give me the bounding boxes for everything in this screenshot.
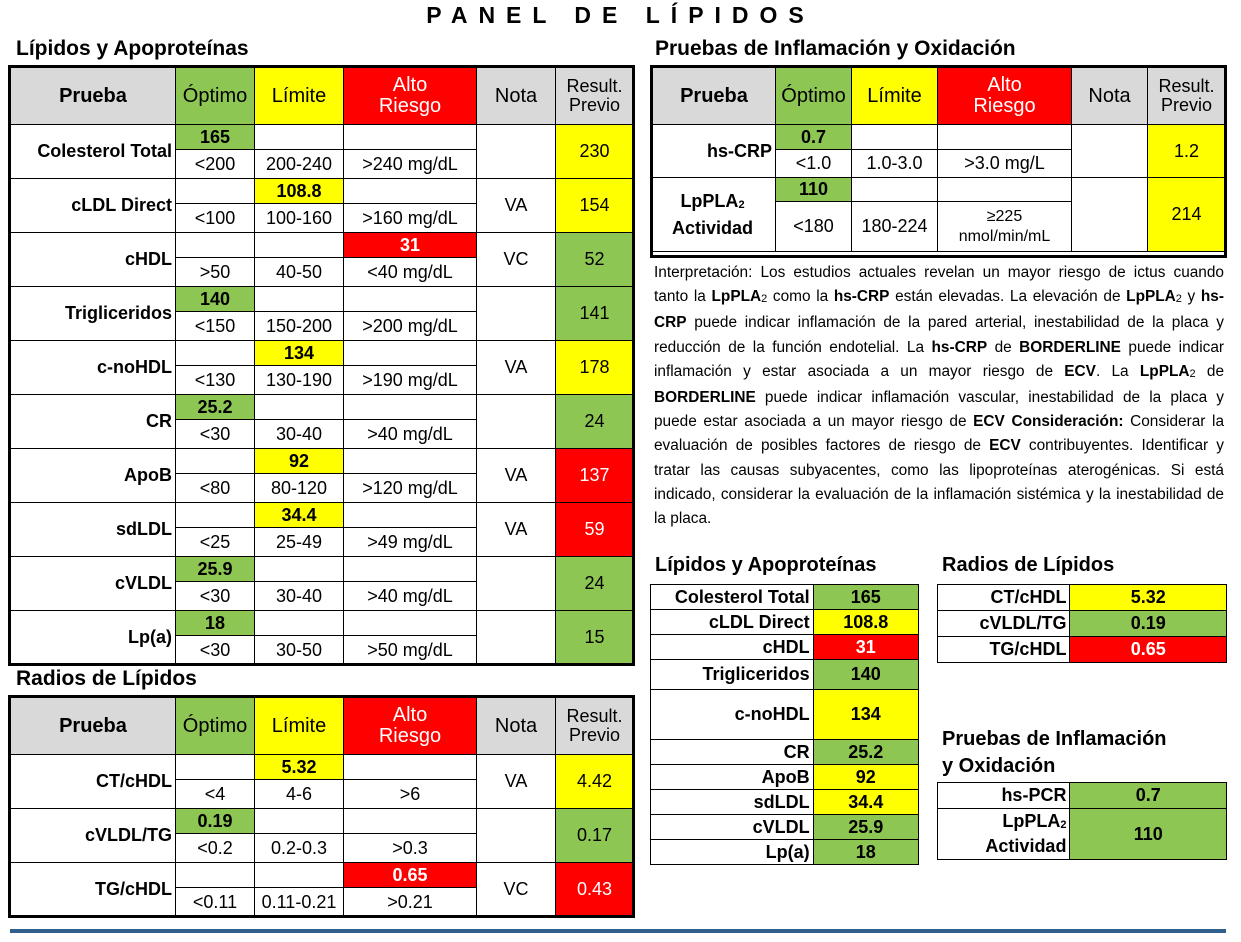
header-high-risk xyxy=(344,698,477,755)
summary-test-name: TG/cHDL xyxy=(938,637,1070,663)
note-cell: VA xyxy=(477,449,556,503)
empty-cell xyxy=(852,125,938,150)
footer-divider xyxy=(10,929,1226,933)
note-cell: VA xyxy=(477,179,556,233)
header-previous xyxy=(556,68,634,125)
previous-result: 0.43 xyxy=(556,863,634,917)
empty-cell xyxy=(255,287,344,312)
header-previous-line1: Result. xyxy=(566,706,623,727)
interp-sub: 2 xyxy=(761,293,768,306)
optimal-range: <30 xyxy=(176,420,255,449)
high-risk-range: >40 mg/dL xyxy=(344,582,477,611)
empty-cell xyxy=(938,125,1072,150)
summary-row xyxy=(651,790,919,815)
note-cell xyxy=(477,611,556,665)
high-risk-range: >190 mg/dL xyxy=(344,366,477,395)
summary-test-name: CR xyxy=(651,740,814,765)
note-cell xyxy=(477,287,556,341)
test-name: ApoB xyxy=(11,449,176,503)
limit-range: 100-160 xyxy=(255,204,344,233)
note-cell xyxy=(477,125,556,179)
test-name: cHDL xyxy=(11,233,176,287)
header-high-risk-line2: Riesgo xyxy=(378,95,442,117)
header-limit: Límite xyxy=(852,68,938,125)
limit-range: 25-49 xyxy=(255,528,344,557)
summary-row xyxy=(938,783,1227,809)
summary-inflammation-title-line2: y Oxidación xyxy=(942,755,1056,777)
high-risk-range: >160 mg/dL xyxy=(344,204,477,233)
test-name: c-noHDL xyxy=(11,341,176,395)
empty-cell xyxy=(176,755,255,780)
interp-ecv: ECV xyxy=(973,413,1005,431)
previous-result: 24 xyxy=(556,395,634,449)
result-value: 0.65 xyxy=(344,863,477,888)
test-name: TG/cHDL xyxy=(11,863,176,917)
empty-cell xyxy=(344,611,477,636)
high-risk-range xyxy=(938,202,1072,252)
high-risk-range: >49 mg/dL xyxy=(344,528,477,557)
previous-result: 59 xyxy=(556,503,634,557)
test-name: sdLDL xyxy=(11,503,176,557)
previous-result: 24 xyxy=(556,557,634,611)
summary-test-name: Colesterol Total xyxy=(651,585,814,610)
previous-result: 214 xyxy=(1148,178,1226,252)
summary-value: 110 xyxy=(1070,809,1227,860)
interp-text: de xyxy=(1206,362,1224,380)
optimal-range: <1.0 xyxy=(776,150,852,178)
table-row xyxy=(11,233,634,258)
limit-range: 0.11-0.21 xyxy=(255,888,344,917)
empty-cell xyxy=(255,125,344,150)
high-risk-range: >0.3 xyxy=(344,834,477,863)
header-limit: Límite xyxy=(255,698,344,755)
optimal-range: <4 xyxy=(176,780,255,809)
interp-consideration: Consideración: xyxy=(1011,413,1124,431)
table-row xyxy=(11,449,634,474)
empty-cell xyxy=(344,449,477,474)
test-name: Trigliceridos xyxy=(11,287,176,341)
interp-ecv: ECV xyxy=(989,437,1021,455)
optimal-range: >50 xyxy=(176,258,255,287)
summary-test-name xyxy=(938,809,1070,860)
lipids-section-title: Lípidos y Apoproteínas xyxy=(16,37,249,60)
note-cell: VA xyxy=(477,503,556,557)
optimal-range: <0.11 xyxy=(176,888,255,917)
note-cell xyxy=(477,809,556,863)
note-cell xyxy=(477,395,556,449)
result-value: 140 xyxy=(176,287,255,312)
summary-test-name: cLDL Direct xyxy=(651,610,814,635)
table-row xyxy=(11,287,634,312)
header-high-risk-line2: Riesgo xyxy=(973,95,1036,117)
header-high-risk xyxy=(938,68,1072,125)
interp-text: puede indicar inflamación y estar asociada a un mayor riesgo de xyxy=(654,338,1224,380)
summary-row xyxy=(651,690,919,740)
header-note: Nota xyxy=(477,698,556,755)
limit-range: 150-200 xyxy=(255,312,344,341)
summary-test-name: c-noHDL xyxy=(651,690,814,740)
interp-text: están elevadas. La elevación de xyxy=(895,288,1121,306)
test-name: CT/cHDL xyxy=(11,755,176,809)
interp-ecv: ECV xyxy=(1064,362,1096,380)
header-test: Prueba xyxy=(653,68,776,125)
previous-result: 0.17 xyxy=(556,809,634,863)
test-name: CR xyxy=(11,395,176,449)
interp-lppla: LpPLA xyxy=(711,288,762,306)
lipids-table xyxy=(10,67,634,665)
summary-lipids-table xyxy=(650,584,919,865)
result-value: 108.8 xyxy=(255,179,344,204)
inflammation-table xyxy=(652,67,1226,252)
summary-row xyxy=(938,637,1227,663)
high-risk-range: >3.0 mg/L xyxy=(938,150,1072,178)
page-title: PANEL DE LÍPIDOS xyxy=(426,2,815,28)
summary-test-name: hs-PCR xyxy=(938,783,1070,809)
previous-result: 178 xyxy=(556,341,634,395)
interp-text: y xyxy=(1187,288,1196,306)
high-risk-range: <40 mg/dL xyxy=(344,258,477,287)
header-note: Nota xyxy=(1072,68,1148,125)
interp-sub: 2 xyxy=(1189,367,1196,380)
previous-result: 52 xyxy=(556,233,634,287)
header-previous-line1: Result. xyxy=(566,76,623,97)
interp-text: . La xyxy=(1095,362,1129,380)
empty-cell xyxy=(344,287,477,312)
empty-cell xyxy=(255,557,344,582)
high-risk-range: >40 mg/dL xyxy=(344,420,477,449)
summary-inflammation-title xyxy=(942,726,1167,780)
table-row xyxy=(11,611,634,636)
interp-text: de xyxy=(994,338,1012,356)
header-limit: Límite xyxy=(255,68,344,125)
header-high-risk-line2: Riesgo xyxy=(378,725,442,747)
summary-row xyxy=(938,611,1227,637)
test-name-line1: LpPLA xyxy=(680,191,739,212)
note-cell: VC xyxy=(477,233,556,287)
header-high-risk xyxy=(344,68,477,125)
empty-cell xyxy=(344,179,477,204)
summary-inflammation-table xyxy=(937,782,1227,860)
result-value: 165 xyxy=(176,125,255,150)
test-name: cVLDL/TG xyxy=(11,809,176,863)
empty-cell xyxy=(255,809,344,834)
optimal-range: <180 xyxy=(776,202,852,252)
note-cell: VC xyxy=(477,863,556,917)
summary-ratios-title: Radios de Lípidos xyxy=(942,554,1115,576)
interpretation-text xyxy=(654,261,1224,529)
ratios-section-title: Radios de Lípidos xyxy=(16,667,197,690)
summary-row xyxy=(651,660,919,690)
empty-cell xyxy=(176,179,255,204)
summary-test-name: cVLDL xyxy=(651,815,814,840)
empty-cell xyxy=(344,557,477,582)
limit-range: 30-50 xyxy=(255,636,344,665)
high-risk-range: >50 mg/dL xyxy=(344,636,477,665)
limit-range: 4-6 xyxy=(255,780,344,809)
summary-row xyxy=(651,585,919,610)
summary-test-name-line2: Actividad xyxy=(985,836,1067,857)
summary-value: 18 xyxy=(813,840,918,865)
test-name-sub: 2 xyxy=(738,199,745,212)
interp-borderline: BORDERLINE xyxy=(654,389,756,407)
empty-cell xyxy=(176,233,255,258)
header-optimal: Óptimo xyxy=(176,698,255,755)
summary-value: 0.19 xyxy=(1070,611,1227,637)
empty-cell xyxy=(344,503,477,528)
summary-row xyxy=(651,635,919,660)
previous-result: 1.2 xyxy=(1148,125,1226,178)
interp-hscrp: hs-CRP xyxy=(654,288,1224,332)
test-name: Colesterol Total xyxy=(11,125,176,179)
summary-row xyxy=(651,840,919,865)
result-value: 134 xyxy=(255,341,344,366)
high-risk-range-line1: ≥225 xyxy=(986,208,1023,226)
test-name-line2: Actividad xyxy=(671,217,754,238)
summary-row xyxy=(651,610,919,635)
summary-value: 31 xyxy=(813,635,918,660)
table-row xyxy=(11,395,634,420)
note-cell: VA xyxy=(477,341,556,395)
header-optimal: Óptimo xyxy=(176,68,255,125)
result-value: 0.19 xyxy=(176,809,255,834)
summary-test-name: CT/cHDL xyxy=(938,585,1070,611)
empty-cell xyxy=(852,178,938,202)
table-row xyxy=(11,809,634,834)
summary-row xyxy=(651,815,919,840)
summary-value: 25.9 xyxy=(813,815,918,840)
interp-hscrp: hs-CRP xyxy=(833,288,890,306)
empty-cell xyxy=(176,341,255,366)
note-cell xyxy=(477,557,556,611)
header-test: Prueba xyxy=(11,698,176,755)
empty-cell xyxy=(255,395,344,420)
header-high-risk-line1: Alto xyxy=(987,74,1022,96)
summary-value: 25.2 xyxy=(813,740,918,765)
summary-test-name-line1: LpPLA xyxy=(1002,811,1061,831)
empty-cell xyxy=(344,125,477,150)
empty-cell xyxy=(255,863,344,888)
optimal-range: <80 xyxy=(176,474,255,503)
summary-value: 34.4 xyxy=(813,790,918,815)
previous-result: 154 xyxy=(556,179,634,233)
header-note: Nota xyxy=(477,68,556,125)
result-value: 18 xyxy=(176,611,255,636)
empty-cell xyxy=(344,341,477,366)
summary-ratios-table xyxy=(937,584,1227,663)
summary-value: 0.65 xyxy=(1070,637,1227,663)
optimal-range: <25 xyxy=(176,528,255,557)
empty-cell xyxy=(938,178,1072,202)
result-value: 25.9 xyxy=(176,557,255,582)
previous-result: 4.42 xyxy=(556,755,634,809)
header-test: Prueba xyxy=(11,68,176,125)
interp-text: como la xyxy=(772,288,829,306)
interp-text: Considerar la evaluación de posibles factores de riesgo de xyxy=(654,413,1224,455)
header-optimal: Óptimo xyxy=(776,68,852,125)
header-previous xyxy=(556,698,634,755)
summary-test-name: Lp(a) xyxy=(651,840,814,865)
interp-text: Interpretación: Los estudios actuales revelan un mayor riesgo de ictus cuando tanto la xyxy=(654,264,1224,306)
summary-row xyxy=(938,809,1227,860)
high-risk-range-line2: nmol/min/mL xyxy=(958,227,1051,245)
interp-lppla: LpPLA xyxy=(1139,362,1190,380)
summary-test-name: ApoB xyxy=(651,765,814,790)
table-row xyxy=(11,503,634,528)
interp-borderline: BORDERLINE xyxy=(1019,338,1121,356)
result-value: 31 xyxy=(344,233,477,258)
high-risk-range: >240 mg/dL xyxy=(344,150,477,179)
result-value: 25.2 xyxy=(176,395,255,420)
limit-range: 40-50 xyxy=(255,258,344,287)
previous-result: 15 xyxy=(556,611,634,665)
result-value: 110 xyxy=(776,178,852,202)
high-risk-range: >120 mg/dL xyxy=(344,474,477,503)
table-row xyxy=(11,341,634,366)
summary-test-name: cVLDL/TG xyxy=(938,611,1070,637)
high-risk-range: >0.21 xyxy=(344,888,477,917)
summary-value: 92 xyxy=(813,765,918,790)
table-row xyxy=(11,125,634,150)
summary-value: 134 xyxy=(813,690,918,740)
optimal-range: <30 xyxy=(176,582,255,611)
limit-range: 200-240 xyxy=(255,150,344,179)
previous-result: 137 xyxy=(556,449,634,503)
limit-range: 1.0-3.0 xyxy=(852,150,938,178)
summary-test-name: Trigliceridos xyxy=(651,660,814,690)
interp-hscrp: hs-CRP xyxy=(931,338,988,356)
optimal-range: <30 xyxy=(176,636,255,665)
interp-lppla: LpPLA xyxy=(1126,288,1176,306)
inflammation-section-title: Pruebas de Inflamación y Oxidación xyxy=(655,37,1016,60)
result-value: 34.4 xyxy=(255,503,344,528)
high-risk-range: >6 xyxy=(344,780,477,809)
ratios-table xyxy=(10,697,634,917)
interp-text: puede indicar inflamación vascular, inestabilidad de la placa y puede estar asociada a un mayor riesgo de xyxy=(654,389,1224,431)
header-previous-line2: Previo xyxy=(1160,95,1213,115)
summary-test-name: sdLDL xyxy=(651,790,814,815)
result-value: 5.32 xyxy=(255,755,344,780)
optimal-range: <200 xyxy=(176,150,255,179)
table-row xyxy=(653,125,1226,150)
optimal-range: <150 xyxy=(176,312,255,341)
result-value: 92 xyxy=(255,449,344,474)
summary-value: 0.7 xyxy=(1070,783,1227,809)
optimal-range: <130 xyxy=(176,366,255,395)
result-value: 0.7 xyxy=(776,125,852,150)
table-row xyxy=(653,178,1226,202)
summary-test-name: cHDL xyxy=(651,635,814,660)
empty-cell xyxy=(255,233,344,258)
summary-value: 108.8 xyxy=(813,610,918,635)
empty-cell xyxy=(344,395,477,420)
test-name: hs-CRP xyxy=(653,125,776,178)
empty-cell xyxy=(176,449,255,474)
table-row xyxy=(11,179,634,204)
header-previous-line2: Previo xyxy=(568,725,621,745)
header-previous xyxy=(1148,68,1226,125)
high-risk-range: >200 mg/dL xyxy=(344,312,477,341)
header-high-risk-line1: Alto xyxy=(392,74,428,96)
empty-cell xyxy=(344,809,477,834)
summary-value: 165 xyxy=(813,585,918,610)
empty-cell xyxy=(176,503,255,528)
note-cell xyxy=(1072,125,1148,178)
limit-range: 30-40 xyxy=(255,420,344,449)
summary-inflammation-title-line1: Pruebas de Inflamación xyxy=(942,728,1167,750)
summary-row xyxy=(938,585,1227,611)
note-cell xyxy=(1072,178,1148,252)
note-cell: VA xyxy=(477,755,556,809)
interp-sub: 2 xyxy=(1175,293,1182,306)
header-previous-line2: Previo xyxy=(568,95,621,115)
limit-range: 80-120 xyxy=(255,474,344,503)
summary-row xyxy=(651,765,919,790)
optimal-range: <0.2 xyxy=(176,834,255,863)
test-name xyxy=(653,178,776,252)
empty-cell xyxy=(176,863,255,888)
table-row xyxy=(11,863,634,888)
table-row xyxy=(11,557,634,582)
empty-cell xyxy=(255,611,344,636)
limit-range: 130-190 xyxy=(255,366,344,395)
header-high-risk-line1: Alto xyxy=(392,704,428,726)
limit-range: 180-224 xyxy=(852,202,938,252)
summary-value: 5.32 xyxy=(1070,585,1227,611)
summary-value: 140 xyxy=(813,660,918,690)
limit-range: 0.2-0.3 xyxy=(255,834,344,863)
interp-text: puede indicar inflamación de la pared arterial, inestabilidad de la placa y reducción de la función endotelial. La xyxy=(654,314,1224,356)
summary-row xyxy=(651,740,919,765)
summary-lipids-title: Lípidos y Apoproteínas xyxy=(655,554,877,576)
test-name: Lp(a) xyxy=(11,611,176,665)
header-previous-line1: Result. xyxy=(1158,76,1215,97)
table-row xyxy=(11,755,634,780)
previous-result: 230 xyxy=(556,125,634,179)
optimal-range: <100 xyxy=(176,204,255,233)
limit-range: 30-40 xyxy=(255,582,344,611)
previous-result: 141 xyxy=(556,287,634,341)
summary-test-name-sub: 2 xyxy=(1060,819,1067,831)
test-name: cLDL Direct xyxy=(11,179,176,233)
interp-text: contribuyentes. Identificar y tratar las causas subyacentes, como las lipoproteínas aterogénicas. Si está indicado, considerar la evaluación de la inflamación sistémica y la inestabilidad de la placa. xyxy=(654,437,1224,528)
test-name: cVLDL xyxy=(11,557,176,611)
empty-cell xyxy=(344,755,477,780)
